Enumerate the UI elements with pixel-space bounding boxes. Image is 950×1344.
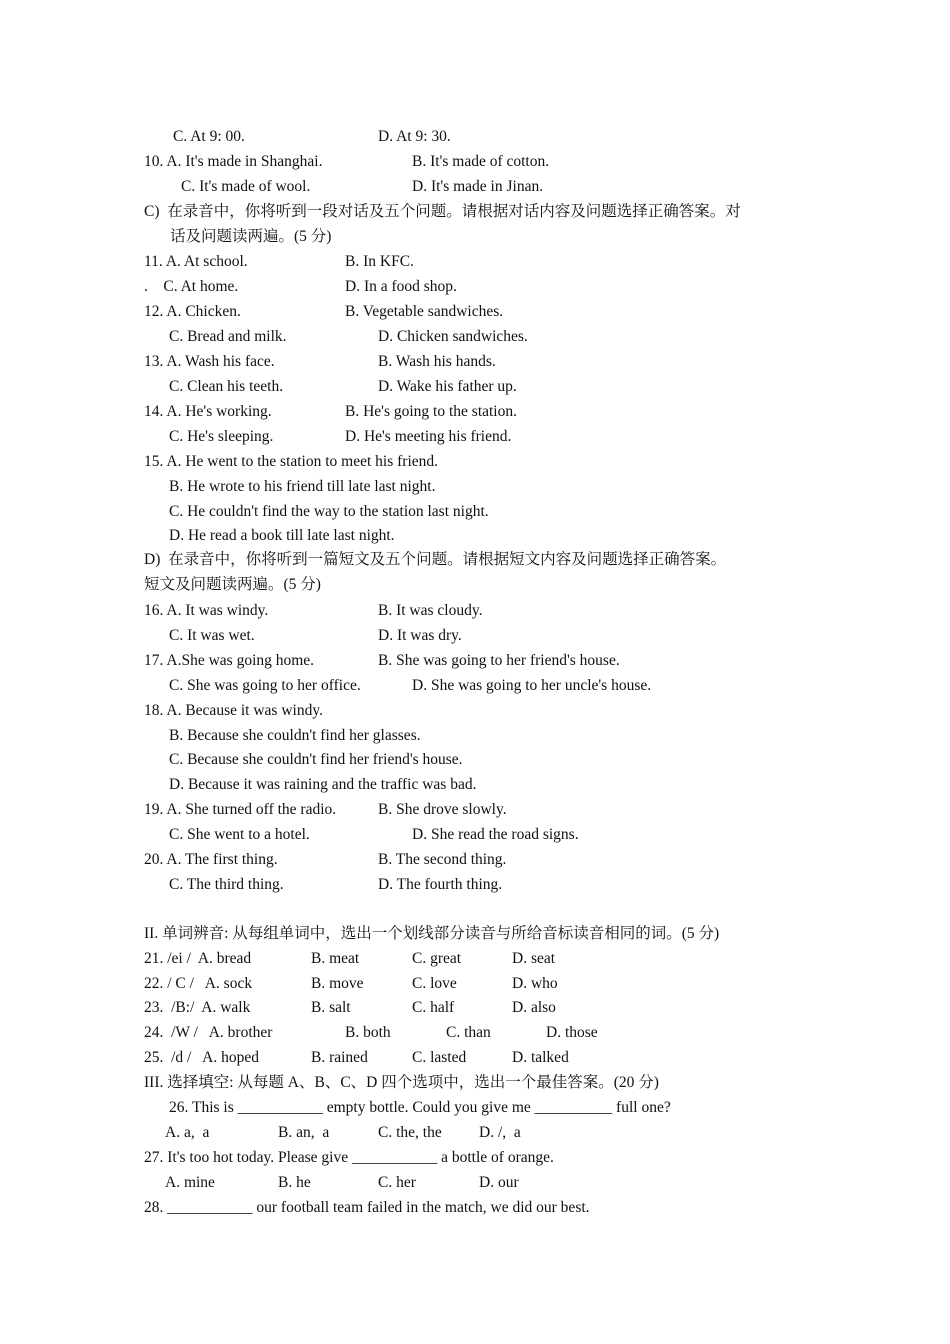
option-text: D. She read the road signs. bbox=[412, 826, 579, 843]
question-line: C. He couldn't find the way to the station last night. bbox=[169, 503, 489, 520]
option-text: B. an, a bbox=[278, 1124, 330, 1141]
option-text: D. also bbox=[512, 999, 556, 1016]
question-line: C. It's made of wool. bbox=[181, 178, 311, 195]
option-text: B. It was cloudy. bbox=[378, 602, 483, 619]
question-line: 27. It's too hot today. Please give ___________ a bottle of orange. bbox=[144, 1149, 554, 1166]
question-line: 12. A. Chicken. bbox=[144, 303, 241, 320]
question-line: C. It was wet. bbox=[169, 627, 255, 644]
question-line: C. She was going to her office. bbox=[169, 677, 361, 694]
question-line: C. He's sleeping. bbox=[169, 428, 274, 445]
option-text: B. In KFC. bbox=[345, 253, 414, 270]
question-line: 14. A. He's working. bbox=[144, 403, 272, 420]
option-text: B. move bbox=[311, 975, 364, 992]
question-line: A. a, a bbox=[165, 1124, 210, 1141]
question-line: . C. At home. bbox=[144, 278, 239, 295]
question-line: 短文及问题读两遍。(5 分) bbox=[144, 576, 321, 593]
option-text: D. our bbox=[479, 1174, 519, 1191]
option-text: C. great bbox=[412, 950, 462, 967]
option-text: B. salt bbox=[311, 999, 351, 1016]
question-line: 25. /d / A. hoped bbox=[144, 1049, 259, 1066]
question-line: 24. /W / A. brother bbox=[144, 1024, 273, 1041]
option-text: C. her bbox=[378, 1174, 416, 1191]
question-line: III. 选择填空: 从每题 A、B、C、D 四个选项中，选出一个最佳答案。(20 分) bbox=[144, 1074, 659, 1091]
question-line: 17. A.She was going home. bbox=[144, 652, 315, 669]
option-text: B. The second thing. bbox=[378, 851, 507, 868]
question-line: C. Bread and milk. bbox=[169, 328, 287, 345]
question-line: C. At 9: 00. bbox=[173, 128, 245, 145]
question-line: B. Because she couldn't find her glasses. bbox=[169, 727, 421, 744]
question-line: 15. A. He went to the station to meet his friend. bbox=[144, 453, 439, 470]
question-line: B. He wrote to his friend till late last night. bbox=[169, 478, 436, 495]
question-line: 10. A. It's made in Shanghai. bbox=[144, 153, 323, 170]
option-text: B. She drove slowly. bbox=[378, 801, 507, 818]
option-text: D. It's made in Jinan. bbox=[412, 178, 544, 195]
option-text: D. At 9: 30. bbox=[378, 128, 451, 145]
question-line: C. The third thing. bbox=[169, 876, 284, 893]
option-text: B. meat bbox=[311, 950, 360, 967]
question-line: 19. A. She turned off the radio. bbox=[144, 801, 337, 818]
option-text: C. love bbox=[412, 975, 457, 992]
option-text: D. In a food shop. bbox=[345, 278, 457, 295]
question-line: 23. /B:/ A. walk bbox=[144, 999, 251, 1016]
option-text: B. rained bbox=[311, 1049, 368, 1066]
option-text: B. both bbox=[345, 1024, 391, 1041]
option-text: C. half bbox=[412, 999, 455, 1016]
option-text: D. It was dry. bbox=[378, 627, 462, 644]
question-line: D. He read a book till late last night. bbox=[169, 527, 395, 544]
question-line: D) 在录音中，你将听到一篇短文及五个问题。请根据短文内容及问题选择正确答案。 bbox=[144, 551, 727, 568]
option-text: B. It's made of cotton. bbox=[412, 153, 550, 170]
question-line: 20. A. The first thing. bbox=[144, 851, 278, 868]
option-text: D. She was going to her uncle's house. bbox=[412, 677, 652, 694]
option-text: D. who bbox=[512, 975, 558, 992]
option-text: D. Wake his father up. bbox=[378, 378, 517, 395]
question-line: A. mine bbox=[165, 1174, 215, 1191]
question-line: 13. A. Wash his face. bbox=[144, 353, 275, 370]
question-line: D. Because it was raining and the traffic was bad. bbox=[169, 776, 477, 793]
question-line: 18. A. Because it was windy. bbox=[144, 702, 323, 719]
option-text: D. The fourth thing. bbox=[378, 876, 503, 893]
option-text: D. those bbox=[546, 1024, 598, 1041]
option-text: C. lasted bbox=[412, 1049, 467, 1066]
option-text: D. He's meeting his friend. bbox=[345, 428, 512, 445]
question-line: C. Clean his teeth. bbox=[169, 378, 284, 395]
option-text: C. the, the bbox=[378, 1124, 442, 1141]
question-line: 21. /ei / A. bread bbox=[144, 950, 252, 967]
option-text: B. Vegetable sandwiches. bbox=[345, 303, 504, 320]
question-line: C. Because she couldn't find her friend's house. bbox=[169, 751, 463, 768]
question-line: II. 单词辨音: 从每组单词中，选出一个划线部分读音与所给音标读音相同的词。(5 分) bbox=[144, 925, 720, 942]
question-line: 26. This is ___________ empty bottle. Could you give me __________ full one? bbox=[169, 1099, 671, 1116]
option-text: D. seat bbox=[512, 950, 556, 967]
option-text: B. he bbox=[278, 1174, 311, 1191]
option-text: B. Wash his hands. bbox=[378, 353, 496, 370]
question-line: C. She went to a hotel. bbox=[169, 826, 310, 843]
option-text: D. talked bbox=[512, 1049, 569, 1066]
question-line: 话及问题读两遍。(5 分) bbox=[170, 228, 332, 245]
question-line: 28. ___________ our football team failed in the match, we did our best. bbox=[144, 1199, 590, 1216]
option-text: C. than bbox=[446, 1024, 491, 1041]
option-text: D. /, a bbox=[479, 1124, 521, 1141]
option-text: B. She was going to her friend's house. bbox=[378, 652, 620, 669]
option-text: B. He's going to the station. bbox=[345, 403, 517, 420]
question-line: 16. A. It was windy. bbox=[144, 602, 269, 619]
option-text: D. Chicken sandwiches. bbox=[378, 328, 528, 345]
question-line: C) 在录音中，你将听到一段对话及五个问题。请根据对话内容及问题选择正确答案。对 bbox=[144, 203, 741, 220]
question-line: 22. / C / A. sock bbox=[144, 975, 253, 992]
question-line: 11. A. At school. bbox=[144, 253, 248, 270]
